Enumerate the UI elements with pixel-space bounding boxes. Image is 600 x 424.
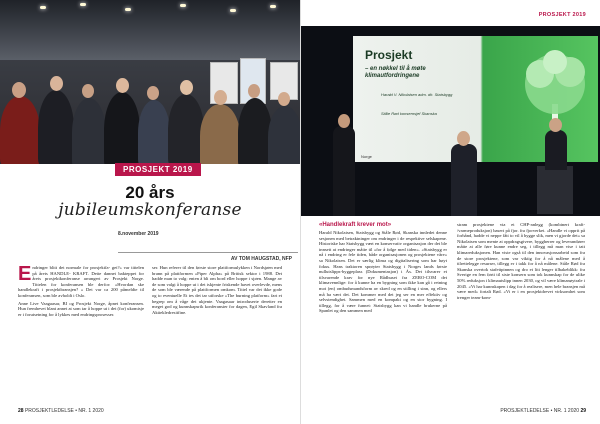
speaker-figure	[451, 144, 477, 216]
article-byline: AV TOM HAUGSTAD, NFP	[230, 256, 292, 262]
article-title: 20 års	[125, 183, 175, 202]
issue-number: • NR. 1 2020	[550, 408, 580, 414]
page-number: 28	[18, 408, 24, 414]
publication-name: PROSJEKTLEDELSE	[24, 408, 74, 414]
conference-audience-photo	[0, 0, 300, 164]
speaker-head	[549, 118, 562, 132]
article-date: 8.november 2019	[118, 231, 159, 237]
right-page	[300, 0, 600, 424]
speaker-figure	[333, 126, 355, 216]
body-column-4	[457, 222, 585, 302]
podium	[537, 166, 573, 214]
issue-number: • NR. 1 2020	[75, 408, 104, 414]
body-column-2	[152, 265, 282, 317]
body-column-1	[18, 265, 144, 319]
body-paragraph: ndringer blitt det normale for prosjektfa- get?» var tittelen på årets HANDLE- KRAFT. Dette dannet bakteppet for årets prosjektkonferanse arrangert av Prosjekt Norge. Tittelen for konferansen ble derfor: «Hvordan ske handlekraft i prosjektbransjen? » Det var ca 200 påmeldte til konferansen, som ble avholdt i Oslo.	[18, 265, 144, 298]
drop-cap: E	[18, 263, 32, 285]
body-paragraph: stram prosjektene via et CHP-anlegg (kombinert kraft- /varmeproduksjon) basert på fjor. fra fjorverket. «Handle vi opprit på forhånd, hadde vi neppe fått to vil å bygge slik, men vi gjorde det» sa Nikolaisen som mente at oppdragsgivere, byggherrer og leverandører måtte at alle føre kunne endre seg, i tillegg må man vise i tatt klimareduksjonen. Han viste også til den innovasjonsarbeid som fra de store prosjektene, som var viktig for å nå målene med å tilrettelegge resurser, tillegg er i takk for å nå målene. Ståle Rød fra Skanska overtok stafettpinnen og dro et litt lenger tilbakeblikk: fra Sverige en fem førti til siste konsern som tok kunnskap for de ulike 50% reduksjon i klimautslipp innen 2030, og vil være klimanøytrale i 2045. «Vi har kunnskapen i dag for å realisere, men hele bransjen må være med» fortalt Rød. «Vi er i en prosjektdrevet virksomhet som trenger team-kom-	[457, 222, 585, 300]
body-paragraph: ser. Hun referer til den første store plattformulykken i Nordsjøen med brann på plattformen «Piper Alpha» på Britisk sektor i 1988. Det hadde man to valg: enten å bli om bord eller hoppe i sjøen. Mange av de som valgt å hoppe ut i det iskjente friskende havet overlevde, mens de som ble værende på plattformen omkom. Tittel var det ikke gode og to eventuelle Et tes det tar utforske «The burning platform» fart et begrep om å våge det ukjente. Vaagasaar introduserte deretter en meget god og kunnskapsrik konferansier for dagen, Egil Skavland fra Aktiekledresitfine.	[152, 265, 282, 315]
page-number: 29	[580, 408, 586, 414]
body-column-3	[319, 230, 447, 316]
speaker-head	[338, 114, 350, 128]
speaker-head	[457, 131, 470, 146]
slide-subtitle: – en nøkkel til å møte klimautfordringene	[365, 66, 426, 79]
page-footer	[18, 408, 104, 414]
article-subtitle: jubileumskonferanse	[58, 200, 242, 220]
slide-speaker-1: Harald V. Nikolaisen adm. dir. Statsbygg	[381, 92, 453, 97]
article-subheading: «Handlekraft krever mot»	[319, 222, 392, 228]
speaker-figure	[545, 130, 567, 170]
byline-divider	[118, 252, 298, 253]
section-badge: PROSJEKT 2019	[115, 163, 201, 176]
publication-name: PROSJEKTLEDELSE	[500, 408, 550, 414]
section-label: PROSJEKT 2019	[538, 12, 586, 18]
body-paragraph: Anne Live Vaagaasar, BI og Prosjekt Norge, åpnet konferansen. Hun fremhevet blant annet at som tar å hoppe ut i det (for) ukomisje er i forutsetning for å lykkes med endringsprosesser.	[18, 300, 144, 317]
body-paragraph: Harald Nikolaisen, Statsbygg og Ståle Rød, Skanska innledet denne sesjonen med betraktninger om endringer i de respektive selskapene. Historiske har Statsbygg vært en konservativ organisasjon der det ble innsett at endringer måtte til «for å følge med tiden». «Statsbygg er nå i endring er fele tiden, både organisasjonen og prosjektene våre» sa Nikolaisen. Det er særlig klima og digitalisering som har høyt fokus. Hans traktoren sprøyter Statsbygg i Norges lands første nullutslipps-byggeplass (Dokumentasjon) i Ås. Det tilsvarer et tilsvarende krav for nye Rådhuset fra ZERO-COM det klimavennlige: for å kunne ha en bygning som ikke kan gå i retning mot (en) ombudsmandsform av skred og en stilling i sinn, og ellers må ha vært det. Det kommer med det jeg ser en mer effektiv og selvstendighet. Sammen med en kompakt og en stor bygning. I tillegg, for å være funnet: Statsbygg kan vi handle brukerne på Spanlet og den sammen med	[319, 230, 447, 314]
page-footer	[500, 408, 586, 414]
stage-photo	[301, 26, 600, 216]
slide-title: Prosjekt	[365, 48, 413, 62]
slide-footer: Norge	[361, 154, 372, 159]
slide-speaker-2: Ståle Rød konsernsjef Skanska	[381, 111, 437, 116]
